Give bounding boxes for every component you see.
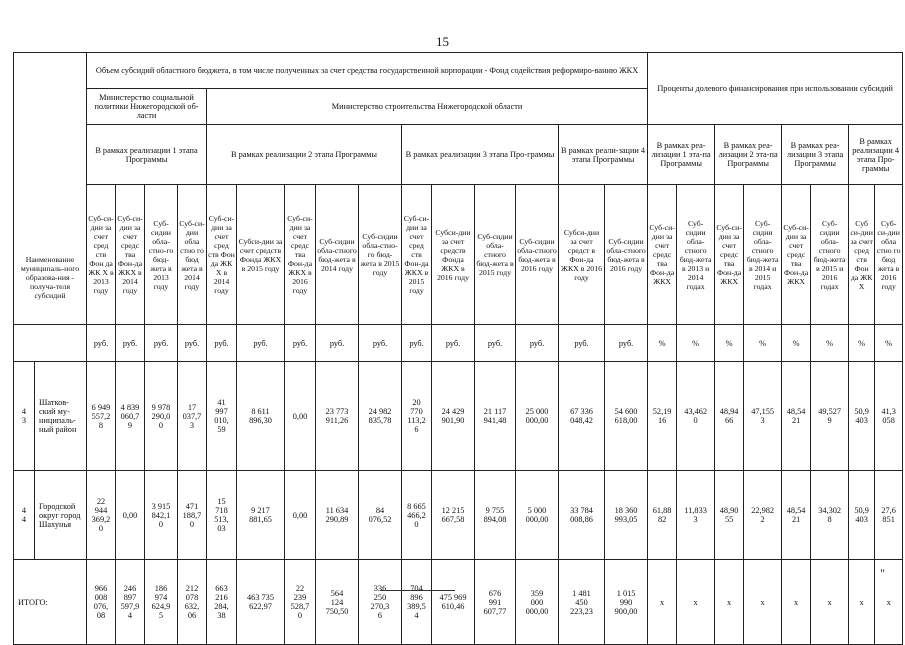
value-cell: 6 949 557,2 8	[87, 362, 116, 471]
value-cell: 22 944 369,2 0	[87, 471, 116, 560]
name-column-header: Наименование муниципаль-ного образова-ния - получа-теля субсидий	[14, 53, 87, 325]
value-cell: 24 982 835,78	[359, 362, 402, 471]
value-cell: 24 429 901,90	[432, 362, 475, 471]
unit-cell: %	[677, 325, 715, 362]
unit-cell: руб.	[402, 325, 432, 362]
subheader-cell: Суб-сидии обла-стно-го бюд-жета в 2015 году	[359, 185, 402, 325]
unit-cell: руб.	[116, 325, 145, 362]
value-cell: x	[744, 560, 782, 645]
subheader-cell: Суб-си-дии обла стно го бюд жета в 2014 году	[178, 185, 207, 325]
unit-blank-cell	[14, 325, 87, 362]
subheader-cell: Суб-си-дии за счет средс тва Фон-да ЖКХ	[715, 185, 744, 325]
value-cell: 8 665 466,2 0	[402, 471, 432, 560]
subheader-cell: Суб-сидии обла-стно-го бюд-жета в 2013 году	[145, 185, 178, 325]
value-cell: 50,9 403	[849, 362, 875, 471]
value-cell: 25 000 000,00	[516, 362, 559, 471]
value-cell: 18 360 993,05	[605, 471, 648, 560]
value-cell: 186 974 624,9 5	[145, 560, 178, 645]
subheader-cell: Суб-сидии обла-стного бюд-жета в 2016 году	[605, 185, 648, 325]
value-cell: 475 969 610,46	[432, 560, 475, 645]
unit-cell: руб.	[516, 325, 559, 362]
stage3-header: В рамках реализации 3 этапа Про-граммы	[402, 125, 559, 185]
value-cell: 246 897 597,9 4	[116, 560, 145, 645]
value-cell: 23 773 911,26	[316, 362, 359, 471]
value-cell: 11 634 290,89	[316, 471, 359, 560]
ministry-social-header: Министерство социальной политики Нижегородской об-ласти	[87, 89, 207, 125]
value-cell: 17 037,7 3	[178, 362, 207, 471]
unit-cell: руб.	[285, 325, 316, 362]
unit-cell: руб.	[237, 325, 285, 362]
value-cell: 676 991 607,77	[475, 560, 516, 645]
value-cell: 212 078 632, 06	[178, 560, 207, 645]
unit-cell: руб.	[207, 325, 237, 362]
subheader-cell: Субси-дии за счет средств Фонда ЖКХ в 2016 году	[432, 185, 475, 325]
value-cell: 54 600 618,00	[605, 362, 648, 471]
value-cell: 41,3 058	[875, 362, 903, 471]
value-cell: 1 015 990 900,00	[605, 560, 648, 645]
value-cell: 463 735 622,97	[237, 560, 285, 645]
subheader-cell: Суб-сидии обла-стного бюд-жета в 2015 году	[475, 185, 516, 325]
value-cell: 9 217 881,65	[237, 471, 285, 560]
pct-stage2-header: В рамках реа-лизации 2 эта-па Программы	[715, 125, 782, 185]
value-cell: 47,155 3	[744, 362, 782, 471]
unit-cell: руб.	[559, 325, 605, 362]
value-cell: 3 915 842,1 0	[145, 471, 178, 560]
unit-cell: руб.	[475, 325, 516, 362]
value-cell: 15 718 513, 03	[207, 471, 237, 560]
value-cell: 48,54 21	[782, 362, 811, 471]
municipality-name: Городской округ город Шахунья	[35, 471, 87, 560]
value-cell: 1 481 450 223,23	[559, 560, 605, 645]
value-cell: 67 336 048,42	[559, 362, 605, 471]
subheader-cell: Суб-сидии обла-стного бюд-жета в 2016 году	[516, 185, 559, 325]
subheader-cell: Суб-си-дии за счет средс тва Фон-да ЖКХ	[782, 185, 811, 325]
subheader-cell: Суб-си-дии за счет сред ств Фон-да ЖКХ в 2015 году	[402, 185, 432, 325]
stage1-header: В рамках реализации 1 этапа Программы	[87, 125, 207, 185]
subheader-cell: Суб-си-дии за счет средс тва Фон-да ЖКХ в 2016 году	[285, 185, 316, 325]
value-cell: 22,982 2	[744, 471, 782, 560]
value-cell: 0,00	[285, 471, 316, 560]
unit-cell: руб.	[432, 325, 475, 362]
unit-cell: руб.	[605, 325, 648, 362]
subsidy-table	[13, 52, 903, 645]
value-cell: 20 770 113,2 6	[402, 362, 432, 471]
subheader-cell: Суб-си-дии за счет сред ств Фон да ЖК Х в 2014 году	[207, 185, 237, 325]
subsidy-volume-header: Объем субсидий областного бюджета, в том числе полученных за счет средства государственной корпорации - Фонд содействия реформиро-ванию ЖКХ	[87, 53, 648, 89]
value-cell: 34,302 8	[811, 471, 849, 560]
subheader-cell: Суб-си-дии обла стно го бюд жета в 2016 году	[875, 185, 903, 325]
pct-stage4-header: В рамках реализации 4 этапа Про-граммы	[849, 125, 903, 185]
unit-cell: руб.	[178, 325, 207, 362]
value-cell: 8 611 896,30	[237, 362, 285, 471]
row-index: 4 3	[14, 362, 35, 471]
unit-cell: %	[715, 325, 744, 362]
stage4-header: В рамках реали-зации 4 этапа Программы	[559, 125, 648, 185]
value-cell: 48,54 21	[782, 471, 811, 560]
subheader-cell: Суб-сидии обла-стного бюд-жета в 2015 и 2016 годах	[811, 185, 849, 325]
unit-cell: руб.	[359, 325, 402, 362]
value-cell: 704 896 389,5 4	[402, 560, 432, 645]
value-cell: 0,00	[116, 471, 145, 560]
subheader-cell: Суб-сидии обла-стного бюд-жета в 2014 и 2015 годах	[744, 185, 782, 325]
unit-cell: %	[744, 325, 782, 362]
value-cell: x	[811, 560, 849, 645]
value-cell: 48,94 66	[715, 362, 744, 471]
page-number: 15	[436, 34, 449, 49]
subheader-cell: Субси-дии за счет средств Фонда ЖКХ в 2015 году	[237, 185, 285, 325]
subheader-cell: Суб си-дии за счет сред ств Фон да ЖК Х	[849, 185, 875, 325]
value-cell: 48,90 55	[715, 471, 744, 560]
unit-cell: %	[811, 325, 849, 362]
value-cell: 33 784 008,86	[559, 471, 605, 560]
value-cell: 4 839 060,7 9	[116, 362, 145, 471]
value-cell: 359 000 000,00	[516, 560, 559, 645]
municipality-name: Шатков-ский му-ниципаль-ный район	[35, 362, 87, 471]
total-row	[14, 560, 903, 645]
value-cell: 0,00	[285, 362, 316, 471]
value-cell: x	[875, 560, 903, 645]
row-index: 4 4	[14, 471, 35, 560]
value-cell: 49,527 9	[811, 362, 849, 471]
value-cell: 12 215 667,58	[432, 471, 475, 560]
closing-quote-mark: "	[880, 566, 885, 580]
footer-divider	[380, 590, 455, 591]
subheader-cell: Суб-си-дии за счет средс тва Фон-да ЖКХ	[648, 185, 677, 325]
value-cell: x	[677, 560, 715, 645]
value-cell: x	[849, 560, 875, 645]
value-cell: x	[715, 560, 744, 645]
value-cell: 52,19 16	[648, 362, 677, 471]
unit-cell: руб.	[316, 325, 359, 362]
value-cell: 9 755 894,08	[475, 471, 516, 560]
subheader-cell: Субси-дии за счет средст в Фон-да ЖКХ в 2016 году	[559, 185, 605, 325]
total-label: ИТОГО:	[14, 560, 87, 645]
value-cell: 84 076,52	[359, 471, 402, 560]
unit-cell: руб.	[145, 325, 178, 362]
unit-cell: %	[849, 325, 875, 362]
value-cell: 663 216 284, 38	[207, 560, 237, 645]
value-cell: 9 978 290,0 0	[145, 362, 178, 471]
unit-cell: %	[648, 325, 677, 362]
value-cell: 41 997 010, 59	[207, 362, 237, 471]
value-cell: 50,9 403	[849, 471, 875, 560]
pct-stage1-header: В рамках реа-лизации 1 эта-па Программы	[648, 125, 715, 185]
value-cell: 471 188,7 0	[178, 471, 207, 560]
ministry-construction-header: Министерство строительства Нижегородской области	[207, 89, 648, 125]
cofinancing-percent-header: Проценты долевого финансирования при использовании субсидий	[648, 53, 903, 125]
value-cell: 11,833 3	[677, 471, 715, 560]
value-cell: 43,462 0	[677, 362, 715, 471]
value-cell: 336 250 270,3 6	[359, 560, 402, 645]
unit-cell: руб.	[87, 325, 116, 362]
value-cell: x	[648, 560, 677, 645]
value-cell: x	[782, 560, 811, 645]
unit-cell: %	[782, 325, 811, 362]
value-cell: 21 117 941,48	[475, 362, 516, 471]
subheader-cell: Суб-си-дии за счет сред ств Фон да ЖК Х в 2013 году	[87, 185, 116, 325]
value-cell: 22 239 528,7 0	[285, 560, 316, 645]
value-cell: 5 000 000,00	[516, 471, 559, 560]
value-cell: 61,88 82	[648, 471, 677, 560]
subheader-cell: Суб-си-дии за счет средс тва Фон-да ЖКХ в 2014 году	[116, 185, 145, 325]
subheader-cell: Суб-сидии обла-стного бюд-жета в 2014 году	[316, 185, 359, 325]
table-row	[14, 362, 903, 471]
value-cell: 564 124 750,50	[316, 560, 359, 645]
unit-cell: %	[875, 325, 903, 362]
value-cell: 27,6 851	[875, 471, 903, 560]
table-row	[14, 471, 903, 560]
pct-stage3-header: В рамках реа-лизации 3 этапа Программы	[782, 125, 849, 185]
value-cell: 966 008 076, 08	[87, 560, 116, 645]
stage2-header: В рамках реализации 2 этапа Программы	[207, 125, 402, 185]
subheader-cell: Суб-сидии обла-стного бюд-жета в 2013 и 2014 годах	[677, 185, 715, 325]
